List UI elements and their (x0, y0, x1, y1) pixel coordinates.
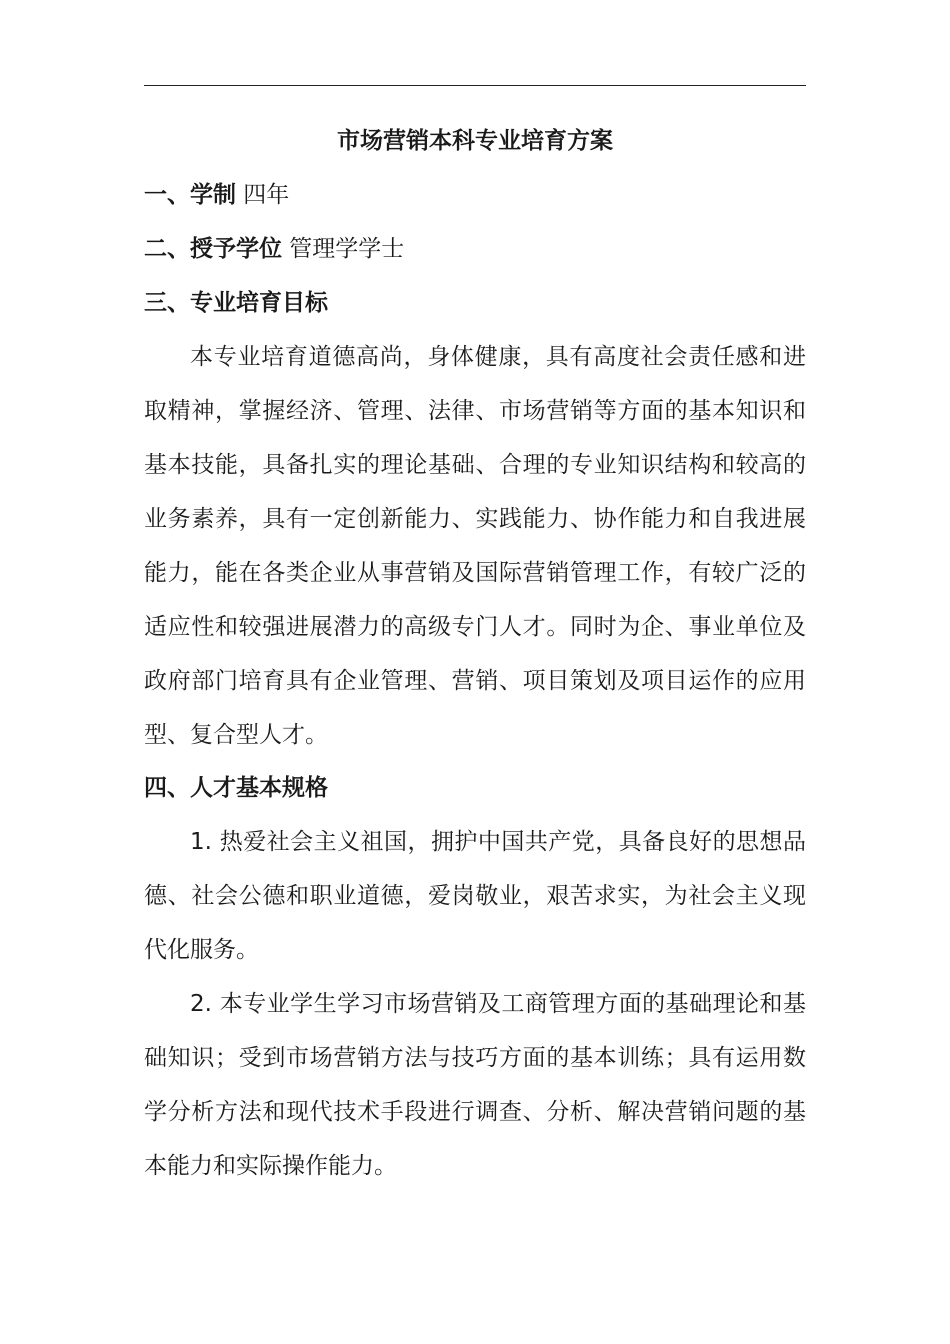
objective-paragraph (144, 330, 806, 762)
paragraph-line: 本能力和实际操作能力。 (144, 1153, 397, 1179)
spec-item-2 (144, 977, 806, 1193)
paragraph-line: 基本技能，具备扎实的理论基础、合理的专业知识结构和较高的 (144, 452, 806, 478)
section-objective (144, 286, 806, 320)
paragraph-line: 2. 本专业学生学习市场营销及工商管理方面的基础理论和基 (190, 991, 806, 1017)
paragraph-line: 1. 热爱社会主义祖国，拥护中国共产党，具备良好的思想品 (190, 829, 806, 855)
section-value: 管理学学士 (282, 236, 405, 262)
paragraph-line: 取精神，掌握经济、管理、法律、市场营销等方面的基本知识和 (144, 398, 806, 424)
paragraph-line: 适应性和较强进展潜力的高级专门人才。同时为企、事业单位及 (144, 614, 806, 640)
section-specs (144, 771, 806, 805)
section-label: 四、人才基本规格 (144, 775, 328, 801)
header-rule (144, 85, 806, 86)
paragraph-line: 能力，能在各类企业从事营销及国际营销管理工作，有较广泛的 (144, 560, 806, 586)
paragraph-line: 学分析方法和现代技术手段进行调查、分析、解决营销问题的基 (144, 1099, 806, 1125)
paragraph-line: 政府部门培育具有企业管理、营销、项目策划及项目运作的应用 (144, 668, 806, 694)
paragraph-line: 础知识；受到市场营销方法与技巧方面的基本训练；具有运用数 (144, 1045, 806, 1071)
paragraph-line: 本专业培育道德高尚，身体健康，具有高度社会责任感和进 (190, 344, 806, 370)
section-value: 四年 (236, 182, 290, 208)
paragraph-line: 型、复合型人才。 (144, 722, 328, 748)
paragraph-line: 德、社会公德和职业道德，爱岗敬业，艰苦求实，为社会主义现 (144, 883, 806, 909)
paragraph-line: 代化服务。 (144, 937, 259, 963)
section-label: 一、学制 (144, 182, 236, 208)
paragraph-line: 业务素养，具有一定创新能力、实践能力、协作能力和自我进展 (144, 506, 806, 532)
section-label: 三、专业培育目标 (144, 290, 328, 316)
section-duration (144, 178, 806, 212)
section-label: 二、授予学位 (144, 236, 282, 262)
spec-item-1 (144, 815, 806, 977)
document-title: 市场营销本科专业培育方案 (337, 128, 613, 154)
section-degree (144, 232, 806, 266)
